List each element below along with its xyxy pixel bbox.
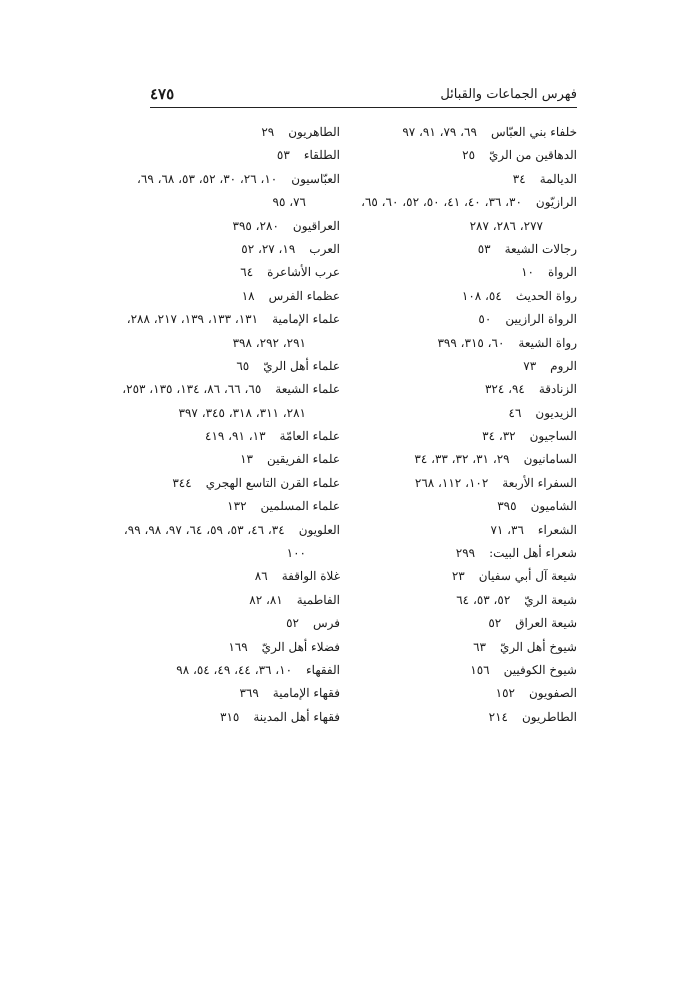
- entry-name: علماء الشيعة: [275, 382, 340, 397]
- entry-pages: ٥٢: [286, 616, 299, 631]
- page-number: ٤٧٥: [150, 85, 175, 103]
- header-rule: [150, 107, 577, 108]
- entry-pages: ٢٩٩: [455, 546, 476, 561]
- entry-name: الزنادقة: [538, 382, 577, 397]
- entry-pages: ١٠، ٣٦، ٤٤، ٤٩، ٥٤، ٩٨: [176, 662, 293, 677]
- index-entry: [362, 308, 577, 331]
- index-entry: [150, 144, 340, 167]
- entry-pages: ٤٦: [508, 405, 522, 420]
- entry-name: الطلقاء: [303, 148, 340, 163]
- entry-pages: ٣٤: [512, 171, 526, 186]
- index-entry: [126, 308, 340, 331]
- entry-pages: ٢٨١، ٣١١، ٣١٨، ٣٤٥، ٣٩٧: [178, 405, 306, 420]
- entry-pages: ٣٠، ٣٦، ٤٠، ٤١، ٥٠، ٥٢، ٦٠، ٦٥،: [361, 195, 522, 210]
- index-entry: [362, 332, 577, 355]
- entry-name: رجالات الشيعة: [504, 241, 577, 256]
- entry-name: العراقيون: [292, 218, 340, 233]
- entry-name: رواة الحديث: [515, 288, 577, 303]
- entry-name: الشعراء: [537, 522, 577, 537]
- index-entry: [123, 519, 340, 542]
- entry-name: العلويون: [298, 522, 340, 537]
- entry-name: الساجيون: [529, 429, 577, 444]
- entry-name: غلاة الواقفة: [281, 569, 340, 584]
- index-entry: [362, 682, 577, 705]
- index-entry-continuation: [150, 402, 340, 425]
- index-entry: [150, 261, 340, 284]
- entry-pages: ١٠، ٢٦، ٣٠، ٥٢، ٥٣، ٦٨، ٦٩،: [137, 171, 278, 186]
- entry-pages: ١٥٢: [495, 686, 515, 701]
- entry-name: علماء الإمامية: [272, 312, 340, 327]
- index-entry: [362, 495, 577, 518]
- index-entry: [150, 659, 340, 682]
- index-entry: [362, 378, 577, 401]
- entry-pages: ٥٣: [477, 241, 491, 256]
- running-header: [150, 85, 577, 107]
- entry-pages: ٥٢: [488, 616, 502, 631]
- entry-pages: ٦٥: [236, 358, 250, 373]
- index-entry-continuation: [150, 191, 340, 214]
- index-entry: [150, 682, 340, 705]
- index-entry: [362, 542, 577, 565]
- entry-pages: ٢٣: [451, 569, 465, 584]
- entry-pages: ٨١، ٨٢: [249, 592, 283, 607]
- index-entry: [150, 495, 340, 518]
- entry-pages: ٢٨٠، ٣٩٥: [232, 218, 279, 233]
- entry-name: فقهاء أهل المدينة: [253, 709, 340, 724]
- entry-name: فقهاء الإمامية: [272, 686, 340, 701]
- index-entry: [362, 121, 577, 144]
- entry-name: علماء العامّة: [279, 429, 340, 444]
- entry-pages: ١٦٩: [228, 639, 248, 654]
- index-entry: [150, 589, 340, 612]
- entry-pages: ٢٥: [462, 148, 476, 163]
- entry-pages: ١٣٢: [227, 499, 247, 514]
- entry-name: شعراء أهل البيت:: [489, 546, 577, 561]
- entry-pages: ٥٤، ١٠٨: [461, 288, 502, 303]
- index-entry: [362, 425, 577, 448]
- index-entry: [150, 425, 340, 448]
- index-entry: [150, 448, 340, 471]
- index-entry: [150, 215, 340, 238]
- entry-name: السفراء الأربعة: [502, 475, 577, 490]
- index-entry: [150, 636, 340, 659]
- index-entry: [362, 402, 577, 425]
- entry-name: فرس: [312, 616, 340, 631]
- entry-name: شيعة العراق: [515, 616, 577, 631]
- entry-name: الزيديون: [535, 405, 577, 420]
- entry-name: السامانيون: [523, 452, 577, 467]
- index-entry: [362, 285, 577, 308]
- entry-pages: ٣٦٩: [239, 686, 259, 701]
- entry-name: الروم: [550, 358, 577, 373]
- entry-pages: ٥٠: [478, 312, 492, 327]
- index-entry: [362, 261, 577, 284]
- index-entry: [362, 659, 577, 682]
- entry-pages: ٥٢، ٥٣، ٦٤: [456, 592, 511, 607]
- entry-pages: ١٠٢، ١١٢، ٢٦٨: [414, 475, 489, 490]
- index-entry: [150, 121, 340, 144]
- index-entry: [362, 589, 577, 612]
- entry-pages: ١٣١، ١٣٣، ١٣٩، ٢١٧، ٢٨٨،: [126, 312, 259, 327]
- entry-pages: ١٩، ٢٧، ٥٢: [241, 241, 296, 256]
- entry-name: علماء المسلمين: [260, 499, 340, 514]
- index-entry: [137, 168, 340, 191]
- entry-pages: ١٣، ٩١، ٤١٩: [205, 429, 266, 444]
- entry-pages: ٢٧٧، ٢٨٦، ٢٨٧: [469, 218, 543, 233]
- entry-pages: ٢١٤: [488, 709, 508, 724]
- entry-name: فضلاء أهل الريّ: [261, 639, 340, 654]
- entry-pages: ٥٣: [276, 148, 290, 163]
- index-entry: [150, 238, 340, 261]
- entry-name: الرواة الرازيين: [505, 312, 577, 327]
- entry-pages: ٣٢، ٣٤: [482, 429, 516, 444]
- entry-name: الديالمة: [539, 171, 577, 186]
- index-entry: [122, 378, 340, 401]
- index-entry-continuation: [150, 332, 340, 355]
- index-entry-continuation: [150, 542, 340, 565]
- entry-name: الفاطمية: [296, 592, 340, 607]
- entry-pages: ١٥٦: [470, 662, 490, 677]
- entry-name: الرواة: [547, 265, 577, 280]
- entry-name: الطاطريون: [521, 709, 577, 724]
- entry-pages: ١٠٠: [286, 546, 306, 561]
- entry-name: علماء القرن التاسع الهجري: [205, 475, 340, 490]
- entry-pages: ٩٤، ٣٢٤: [484, 382, 525, 397]
- entry-name: شيعة آل أبي سفيان: [478, 569, 577, 584]
- entry-pages: ١٣: [240, 452, 253, 467]
- index-column-right: [362, 121, 577, 729]
- entry-pages: ٨٦: [254, 569, 268, 584]
- index-entry: [150, 706, 340, 729]
- index-entry: [362, 519, 577, 542]
- index-entry: [150, 472, 340, 495]
- entry-pages: ١٠: [521, 265, 534, 280]
- entry-name: عرب الأشاعرة: [267, 265, 340, 280]
- entry-pages: ٣٦، ٧١: [490, 522, 524, 537]
- entry-pages: ٣١٥: [220, 709, 240, 724]
- entry-pages: ٣٩٥: [497, 499, 517, 514]
- index-entry: [362, 706, 577, 729]
- entry-name: علماء الفريقين: [266, 452, 340, 467]
- index-entry: [362, 472, 577, 495]
- index-entry: [362, 448, 577, 471]
- header-title: فهرس الجماعات والقبائل: [440, 87, 577, 102]
- entry-name: الفقهاء: [306, 662, 340, 677]
- entry-pages: ٦٩، ٧٩، ٩١، ٩٧: [402, 125, 477, 139]
- entry-name: الصفويون: [528, 686, 577, 701]
- index-entry: [150, 285, 340, 308]
- entry-name: الشاميون: [530, 499, 577, 514]
- index-entry: [150, 612, 340, 635]
- index-entry: [362, 612, 577, 635]
- entry-pages: ٧٦، ٩٥: [272, 195, 306, 210]
- entry-pages: ٦٣: [473, 639, 486, 654]
- index-entry: [150, 565, 340, 588]
- entry-name: الرازيّون: [535, 195, 577, 210]
- index-entry: [362, 168, 577, 191]
- entry-pages: ٣٤، ٤٦، ٥٣، ٥٩، ٦٤، ٩٧، ٩٨، ٩٩،: [123, 522, 285, 537]
- entry-pages: ٢٩، ٣١، ٣٢، ٣٣، ٣٤: [414, 452, 510, 467]
- index-entry: [362, 144, 577, 167]
- entry-name: عظماء الفرس: [268, 288, 340, 303]
- entry-pages: ٢٩١، ٢٩٢، ٣٩٨: [232, 335, 306, 350]
- index-entry: [362, 191, 577, 214]
- entry-pages: ٧٣: [523, 358, 537, 373]
- index-column-left: [122, 121, 340, 729]
- entry-name: علماء أهل الريّ: [263, 358, 340, 373]
- index-entry: [362, 355, 577, 378]
- index-entry-continuation: [362, 215, 577, 238]
- entry-name: شيوخ الكوفيين: [503, 662, 577, 677]
- entry-pages: ٢٩: [261, 125, 275, 139]
- entry-name: شيعة الريّ: [524, 592, 577, 607]
- entry-name: العرب: [309, 241, 340, 256]
- index-entry: [362, 565, 577, 588]
- entry-name: الدهاقين من الريّ: [489, 148, 577, 163]
- entry-pages: ٣٤٤: [172, 475, 192, 490]
- entry-pages: ٦٥، ٦٦، ٨٦، ١٣٤، ١٣٥، ٢٥٣،: [122, 382, 262, 397]
- index-entry: [150, 355, 340, 378]
- entry-name: خلفاء بني العبّاس: [490, 125, 577, 139]
- index-entry: [362, 636, 577, 659]
- index-entry: [362, 238, 577, 261]
- entry-pages: ٦٤: [240, 265, 254, 280]
- entry-name: العبّاسيون: [291, 171, 340, 186]
- entry-pages: ١٨: [241, 288, 255, 303]
- entry-name: الطاهريون: [288, 125, 340, 139]
- entry-name: رواة الشيعة: [518, 335, 577, 350]
- entry-name: شيوخ أهل الريّ: [499, 639, 577, 654]
- entry-pages: ٦٠، ٣١٥، ٣٩٩: [437, 335, 505, 350]
